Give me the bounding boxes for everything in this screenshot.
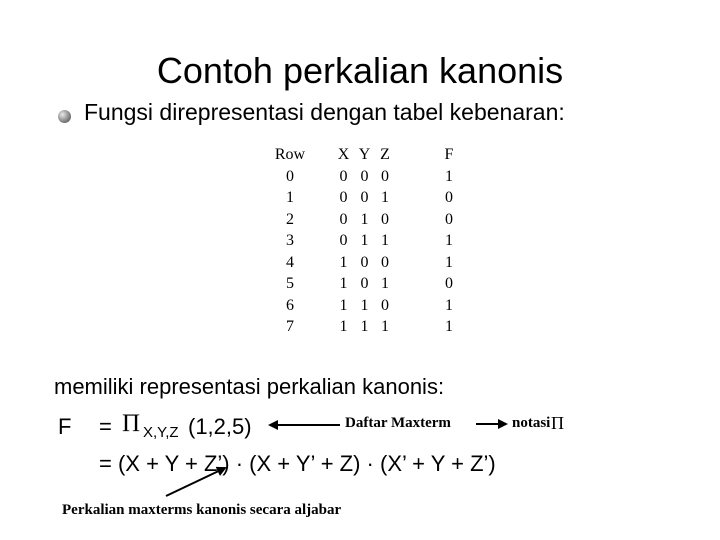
header-x: X — [337, 146, 350, 163]
header-z: Z — [380, 146, 390, 163]
cell-y: 1 — [360, 232, 369, 249]
header-f: F — [444, 146, 454, 163]
pi-symbol: Π — [122, 410, 141, 437]
cell-y: 1 — [360, 210, 369, 228]
cell-z: 0 — [381, 253, 389, 271]
notation-pi-symbol: Π — [551, 413, 564, 433]
cell-z: 0 — [381, 296, 389, 314]
cell-y: 0 — [360, 167, 369, 185]
cell-f: 0 — [445, 275, 453, 292]
cell-y: 0 — [360, 253, 369, 271]
caption: Perkalian maxterms kanonis secara aljabar — [62, 502, 342, 518]
cell-x: 0 — [339, 232, 348, 249]
cell-f: 0 — [445, 189, 453, 206]
cell-z: 1 — [381, 232, 389, 249]
cell-row: 2 — [286, 210, 294, 228]
caption-arrow — [166, 468, 225, 496]
cell-row: 4 — [286, 253, 294, 271]
cell-z: 0 — [381, 167, 389, 185]
formula-equals: = — [99, 414, 112, 439]
cell-f: 1 — [445, 253, 453, 271]
notation-label: notasi — [512, 415, 551, 431]
cell-y: 1 — [360, 318, 369, 335]
cell-row: 3 — [286, 232, 294, 249]
formula-subscript: X,Y,Z — [143, 424, 179, 441]
header-row: Row — [274, 146, 306, 163]
cell-z: 1 — [381, 318, 389, 335]
cell-y: 1 — [360, 296, 369, 314]
cell-y: 0 — [360, 189, 369, 206]
cell-z: 1 — [381, 189, 389, 206]
cell-f: 0 — [445, 210, 453, 228]
slide-title: Contoh perkalian kanonis — [156, 50, 564, 91]
header-y: Y — [358, 146, 371, 163]
cell-y: 0 — [360, 275, 369, 292]
cell-f: 1 — [445, 232, 453, 249]
cell-x: 1 — [339, 296, 348, 314]
cell-x: 0 — [339, 167, 348, 185]
cell-row: 5 — [286, 275, 294, 292]
cell-x: 0 — [339, 210, 348, 228]
representation-label: memiliki representasi perkalian kanonis: — [54, 374, 445, 399]
formula-expansion: = (X + Y + Z’) · (X + Y’ + Z) · (X’ + Y + Z’) — [99, 451, 496, 476]
cell-x: 1 — [339, 275, 348, 292]
formula-args: (1,2,5) — [188, 414, 252, 439]
cell-f: 1 — [445, 296, 453, 314]
formula-lhs: F — [58, 414, 72, 439]
cell-x: 1 — [339, 318, 348, 335]
maxterm-list-label: Daftar Maxterm — [345, 415, 451, 431]
cell-z: 0 — [381, 210, 389, 228]
cell-row: 7 — [286, 318, 294, 335]
cell-z: 1 — [381, 275, 389, 292]
cell-row: 1 — [286, 189, 294, 206]
bullet-text: Fungsi direpresentasi dengan tabel kebenaran: — [84, 99, 565, 125]
cell-x: 1 — [339, 253, 348, 271]
cell-row: 0 — [286, 167, 294, 185]
cell-f: 1 — [445, 167, 453, 185]
cell-x: 0 — [339, 189, 348, 206]
cell-f: 1 — [445, 318, 453, 335]
cell-row: 6 — [286, 296, 294, 314]
